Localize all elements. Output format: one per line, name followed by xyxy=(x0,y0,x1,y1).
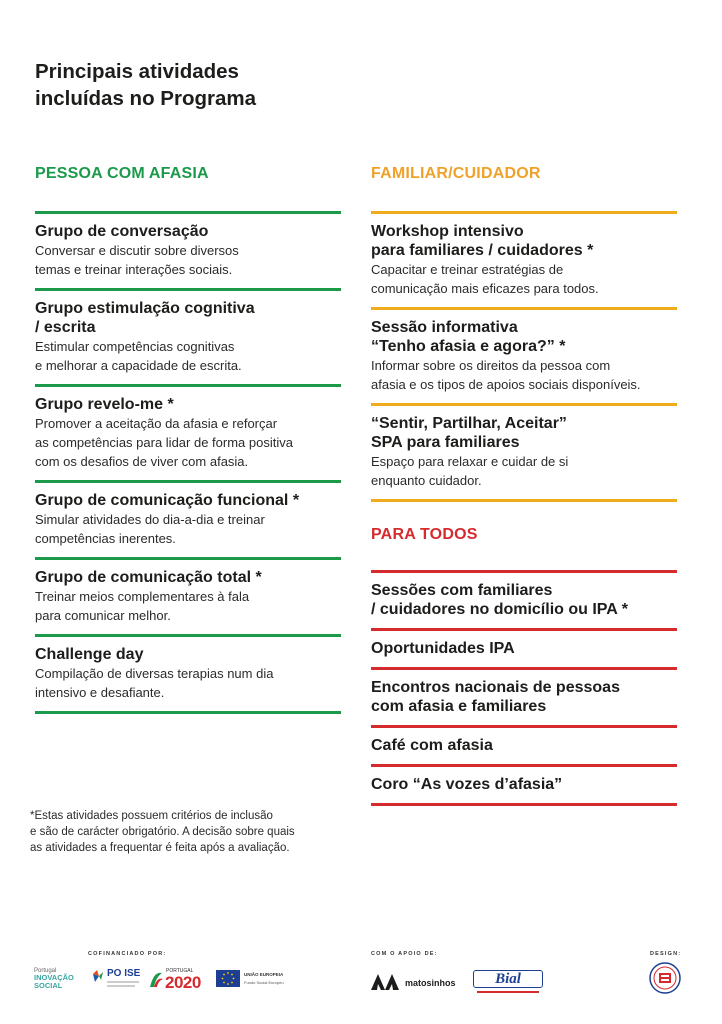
activity-item xyxy=(35,387,341,480)
activity-description: Capacitar e treinar estratégias de comunicação mais eficazes para todos. xyxy=(371,262,599,296)
po-ise-name: PO ISE xyxy=(107,968,141,979)
uniao-europeia-logo xyxy=(216,970,284,990)
activity-item xyxy=(35,637,341,711)
activity-item xyxy=(35,291,341,384)
matosinhos-logo xyxy=(371,972,461,994)
activity-description: Compilação de diversas terapias num dia intensivo e desafiante. xyxy=(35,666,274,700)
activity-title: Workshop intensivo para familiares / cuidadores * xyxy=(371,223,594,259)
activity-title: Oportunidades IPA xyxy=(371,640,515,657)
eu-flag-icon xyxy=(216,970,240,987)
design-label: DESIGN: xyxy=(650,951,682,957)
apoio-label: COM O APOIO DE: xyxy=(371,951,438,957)
cofinanciado-label: COFINANCIADO POR: xyxy=(88,951,167,957)
section-heading-para-todos: PARA TODOS xyxy=(371,526,478,543)
design-logo xyxy=(649,962,681,994)
activity-description: Estimular competências cognitivas e melhorar a capacidade de escrita. xyxy=(35,339,242,373)
activity-item xyxy=(371,631,677,667)
portugal-inovacao-social-logo xyxy=(34,968,80,992)
activity-title: Sessões com familiares / cuidadores no domicílio ou IPA * xyxy=(371,582,628,618)
logo-line: SOCIAL xyxy=(34,981,63,990)
divider xyxy=(371,803,677,806)
activity-item xyxy=(371,670,677,725)
activity-title: Café com afasia xyxy=(371,737,493,754)
activity-description: Simular atividades do dia-a-dia e treinar competências inerentes. xyxy=(35,512,265,546)
activity-item xyxy=(35,483,341,557)
activity-description: Espaço para relaxar e cuidar de si enquanto cuidador. xyxy=(371,454,569,488)
activity-item xyxy=(35,560,341,634)
activity-item xyxy=(371,214,677,307)
activity-description: Informar sobre os direitos da pessoa com afasia e os tipos de apoios sociais disponíveis. xyxy=(371,358,641,392)
pessoa-com-afasia-column xyxy=(35,163,341,714)
familiar-cuidador-column xyxy=(371,163,677,806)
activity-item xyxy=(371,406,677,499)
activity-title: Grupo revelo-me * xyxy=(35,396,174,413)
activity-description: Treinar meios complementares à fala para comunicar melhor. xyxy=(35,589,250,623)
portugal-2020-emblem-icon xyxy=(148,969,164,991)
activity-title: Grupo de comunicação total * xyxy=(35,569,262,586)
page-title: Principais atividades incluídas no Programa xyxy=(35,60,256,110)
section-heading-familiar-cuidador: FAMILIAR/CUIDADOR xyxy=(371,165,541,182)
activity-title: Encontros nacionais de pessoas com afasia e familiares xyxy=(371,679,620,715)
activity-title: Grupo estimulação cognitiva / escrita xyxy=(35,300,255,336)
portugal-2020-logo xyxy=(148,966,210,994)
activity-item xyxy=(371,728,677,764)
portugal-2020-small: PORTUGAL xyxy=(166,968,194,974)
uniao-europeia-fund: Fundo Social Europeu xyxy=(244,980,284,985)
po-ise-emblem-icon xyxy=(89,968,105,984)
bial-logo xyxy=(473,970,543,994)
activity-item xyxy=(371,767,677,803)
activity-item xyxy=(371,310,677,403)
logo-line: INOVAÇÃO xyxy=(34,973,74,982)
activity-description: Conversar e discutir sobre diversos temas e treinar interações sociais. xyxy=(35,243,239,277)
uniao-europeia-name: UNIÃO EUROPEIA xyxy=(244,972,284,977)
matosinhos-name: matosinhos xyxy=(405,978,456,988)
matosinhos-mark-icon xyxy=(371,974,401,990)
activity-item xyxy=(371,573,677,628)
activity-item xyxy=(35,214,341,288)
logo-line: Portugal xyxy=(34,968,57,974)
footnote: *Estas atividades possuem critérios de inclusão e são de carácter obrigatório. A decisão sobre quais as atividades a frequentar é feita após a avaliação. xyxy=(30,810,295,854)
po-ise-logo xyxy=(89,966,141,992)
divider xyxy=(35,711,341,714)
design-seal-icon xyxy=(649,962,681,994)
portugal-2020-big: 2020 xyxy=(165,973,201,992)
activity-title: Grupo de comunicação funcional * xyxy=(35,492,300,509)
activity-title: Sessão informativa “Tenho afasia e agora?” * xyxy=(371,319,566,355)
activity-description: Promover a aceitação da afasia e reforçar as competências para lidar de forma positiva com os desafios de viver com afasia. xyxy=(35,416,293,469)
activity-title: Challenge day xyxy=(35,646,144,663)
activity-title: Grupo de conversação xyxy=(35,223,209,240)
bial-name: Bial xyxy=(495,971,521,987)
activity-title: Coro “As vozes d’afasia” xyxy=(371,776,563,793)
activity-title: “Sentir, Partilhar, Aceitar” SPA para familiares xyxy=(371,415,567,451)
section-heading-pessoa-com-afasia: PESSOA COM AFASIA xyxy=(35,165,209,182)
